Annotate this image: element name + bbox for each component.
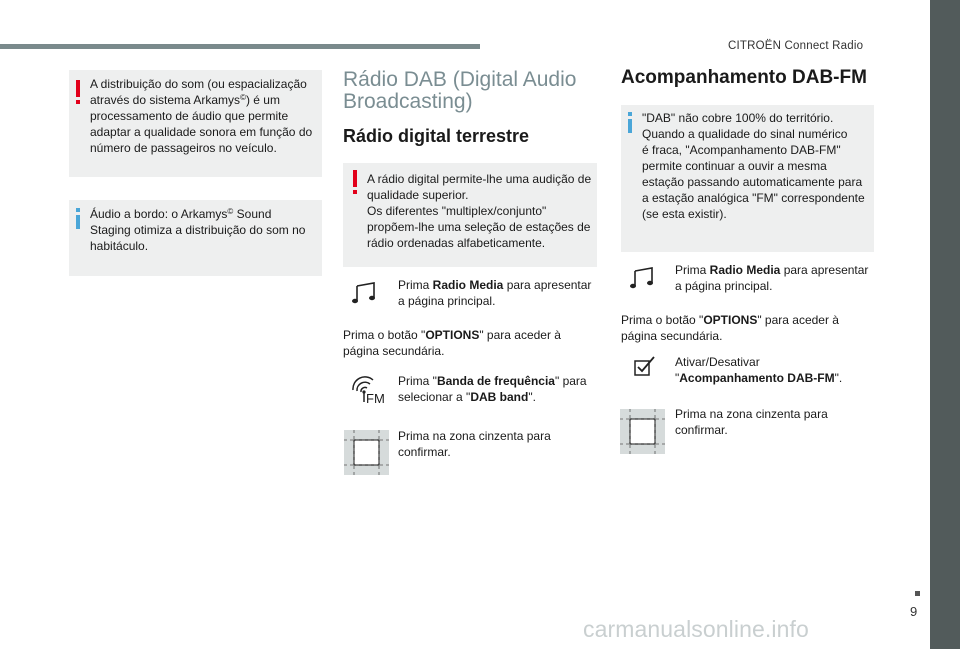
warning-icon-dot [76,100,80,104]
info-icon-dot [628,112,632,116]
info-icon-dot [76,208,80,212]
warning-icon [353,170,357,187]
subtitle-digital-radio: Rádio digital terrestre [343,126,530,146]
step-confirm: Prima na zona cinzenta para confirmar. [675,407,828,437]
warning-icon [76,80,80,97]
step-options: Prima o botão "OPTIONS" para aceder à página secundária. [343,328,561,358]
warning-icon-dot [353,190,357,194]
checkbox-icon [633,355,659,377]
section-title-dab: Rádio DAB (Digital Audio Broadcasting) [343,68,577,113]
side-tab [930,0,960,649]
step-radio-media: Prima Radio Media para apresentar a página principal. [398,278,592,308]
step-options: Prima o botão "OPTIONS" para aceder à página secundária. [621,313,839,343]
header-title: CITROËN Connect Radio [728,40,864,52]
watermark: carmanualsonline.info [583,616,809,642]
grey-zone-icon [344,430,389,475]
step-radio-media: Prima Radio Media para apresentar a página principal. [675,263,869,293]
info-text-dab-fm: "DAB" não cobre 100% do território. Quando a qualidade do sinal numérico é fraca, "Acompanhamento DAB-FM" permite continuar a ouvir a mesma estação passando automaticamente para a estação analógica "FM" correspondente (se esta existir). [642,111,865,221]
grey-zone-icon [620,409,665,454]
header-rule [0,44,480,49]
step-frequency-band: Prima "Banda de frequência" para selecionar a "DAB band". [398,374,587,404]
warning-text-sound: A distribuição do som (ou espacialização através do sistema Arkamys©) é um processamento de áudio que permite adaptar a qualidade sonora em função do número de passageiros no veículo. [90,77,313,155]
page-number: 9 [910,604,918,619]
info-text-arkamys: Áudio a bordo: o Arkamys© Sound Staging otimiza a distribuição do som no habitáculo. [90,207,306,253]
step-confirm: Prima na zona cinzenta para confirmar. [398,429,551,459]
section-title-dab-fm: Acompanhamento DAB-FM [621,67,867,88]
fm-label: FM [366,391,385,406]
info-icon [76,215,80,229]
music-note-icon [352,282,378,304]
music-note-icon [630,267,656,289]
warning-text-dab: A rádio digital permite-lhe uma audição de qualidade superior. Os diferentes "multiplex/conjunto" propõem-lhe uma seleção de estações de rádio ordenadas alfabeticamente. [367,172,592,250]
info-icon [628,119,632,133]
step-toggle-dab-fm: Ativar/Desativar "Acompanhamento DAB-FM". [675,355,843,385]
page-marker [915,591,920,596]
